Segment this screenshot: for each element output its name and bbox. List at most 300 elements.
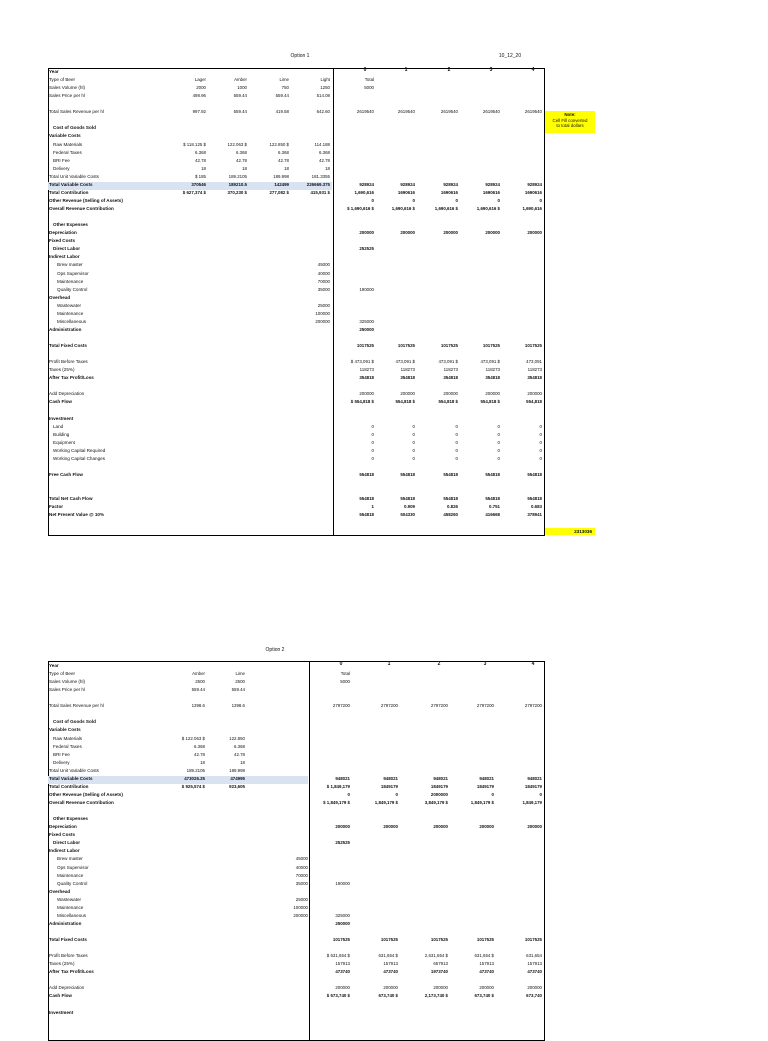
year-cell: 0: [539, 447, 542, 453]
product-cell: 18: [201, 165, 206, 171]
year-cell: 1017525: [380, 937, 398, 943]
year-cell: 250000: [335, 920, 350, 926]
sheet1-npv-total: 2313036: [545, 528, 595, 535]
year-cell: 0: [412, 431, 415, 437]
year-cell: 1,690,616 $: [434, 206, 458, 212]
year-cell: 1849179: [380, 783, 398, 789]
row-label: Raw Materials: [53, 141, 83, 147]
year-header: 4: [531, 661, 535, 667]
note-line: Cell Fill converted: [552, 117, 588, 123]
product-cell: 6.368: [194, 743, 205, 749]
product-cell: 6.368: [319, 149, 330, 155]
labor-cell: 200000: [293, 912, 308, 918]
year-cell: 473,091 $: [480, 359, 500, 365]
row-label: Delivery: [53, 165, 70, 171]
product-cell: 122.063 $: [227, 141, 247, 147]
year-cell: 928924: [443, 181, 458, 187]
product-cell: $ 118.125 $: [183, 141, 206, 147]
sheet1-date: 10_12_20: [498, 53, 522, 59]
year-cell: 0: [371, 423, 374, 429]
product-cell: 1398.6: [191, 703, 205, 709]
year-cell: 948021: [479, 775, 494, 781]
labor-cell: 100000: [315, 310, 330, 316]
year-header: 3: [483, 661, 487, 667]
row-label: Variable Costs: [49, 133, 81, 139]
year-cell: 1,849,179 $: [470, 800, 494, 806]
row-label: Wastewater: [57, 302, 82, 308]
year-cell: 554818: [527, 496, 542, 502]
year-cell: 673,740 $: [474, 993, 494, 999]
year-cell: $ 1,849,179: [326, 783, 350, 789]
year-cell: 1017525: [524, 937, 542, 943]
year-cell: 0: [539, 431, 542, 437]
year-cell: $ 1,690,616 $: [347, 206, 374, 212]
row-label: Cost of Goods Sold: [53, 125, 96, 131]
product-cell: 6.368: [278, 149, 289, 155]
sheet1-note: [545, 111, 595, 133]
product-cell: 415,931 $: [310, 189, 330, 195]
product-cell: 6.368: [236, 149, 247, 155]
product-cell: $ 627,374 $: [182, 189, 206, 195]
year-cell: 354818: [400, 375, 415, 381]
row-label: Indirect Labor: [49, 254, 80, 260]
year-cell: 1017525: [356, 343, 374, 349]
year-cell: 0: [371, 197, 374, 203]
sheet1-frame: [48, 68, 545, 536]
year-header: 3: [489, 67, 493, 73]
year-cell: 554818: [400, 472, 415, 477]
year-cell: 200000: [527, 824, 542, 830]
year-cell: 554818: [359, 472, 374, 477]
row-label: Working Capital Required: [53, 447, 106, 453]
row-label: Direct Labor: [53, 246, 81, 252]
labor-cell: 100000: [293, 904, 308, 910]
product-cell: 42.78: [278, 157, 289, 163]
year-cell: 1,690,616: [354, 189, 374, 195]
sheet1-title: Option 1: [290, 53, 310, 59]
product-cell: 42.78: [234, 751, 245, 757]
product-cell: Amber: [234, 77, 247, 83]
row-label: After Tax Profit/Loss: [49, 375, 94, 381]
row-label: Investment: [49, 415, 74, 421]
year-header: 1: [387, 661, 391, 667]
product-cell: 1250: [320, 85, 330, 91]
year-cell: 631,654 $: [474, 953, 494, 959]
product-cell: Lime: [279, 77, 289, 83]
row-label: Direct Labor: [53, 840, 81, 846]
year-cell: 554818: [359, 496, 374, 502]
product-cell: 42.78: [236, 157, 247, 163]
row-label: Ops Supervisor: [57, 270, 89, 276]
row-label: BRI Fee: [53, 157, 70, 163]
year-cell: 0: [539, 197, 542, 203]
year-cell: 631,654 $: [378, 953, 398, 959]
row-label: Working Capital Changes: [53, 455, 106, 461]
year-cell: 673,740 $: [378, 993, 398, 999]
year-cell: $ 673,740 $: [326, 993, 350, 999]
year-cell: 473740: [383, 969, 398, 975]
year-cell: 504330: [400, 512, 415, 518]
year-cell: 200000: [335, 985, 350, 991]
year-cell: 157913: [335, 961, 350, 967]
year-cell: 1017525: [397, 343, 415, 349]
year-cell: 473740: [335, 969, 350, 975]
row-label: Total Net Cash Flow: [49, 496, 93, 502]
year-cell: 948021: [433, 775, 448, 781]
year-cell: 0: [371, 439, 374, 445]
product-cell: 473026.25: [184, 775, 205, 781]
year-cell: 0: [497, 447, 500, 453]
sheet2-title: Option 2: [265, 647, 285, 653]
year-cell: 631,654: [526, 953, 542, 959]
product-cell: 18: [284, 165, 289, 171]
year-cell: 1017525: [430, 937, 448, 943]
year-cell: 0: [539, 439, 542, 445]
row-label: Cost of Goods Sold: [53, 719, 96, 725]
year-cell: 200000: [479, 985, 494, 991]
product-cell: Amber: [192, 671, 205, 677]
product-cell: 923,605: [229, 783, 245, 789]
row-label: Brew master: [57, 262, 83, 268]
year-cell: 325000: [359, 318, 374, 324]
row-label: Variable Costs: [49, 727, 81, 733]
year-cell: 0.909: [404, 504, 415, 510]
labor-cell: 45000: [295, 856, 308, 862]
row-label: Overall Revenue Contribution: [49, 800, 114, 806]
row-label: Depreciation: [49, 824, 77, 830]
year-cell: 0.683: [531, 504, 542, 510]
year-cell: 554,818 $: [480, 399, 500, 405]
row-label: Maintenance: [57, 904, 84, 910]
product-cell: 18: [240, 759, 245, 765]
year-cell: 473,091 $: [438, 359, 458, 365]
year-cell: 1017525: [524, 343, 542, 349]
year-cell: 0: [412, 439, 415, 445]
product-cell: 514.08: [316, 93, 330, 99]
year-cell: 2619540: [356, 109, 374, 115]
year-cell: Total: [340, 671, 350, 677]
product-cell: Light: [320, 77, 330, 83]
year-cell: 554,818: [526, 399, 542, 405]
year-cell: 0: [497, 455, 500, 461]
row-label: Sales Price per hl: [49, 93, 86, 99]
year-cell: Total: [364, 77, 374, 83]
year-cell: 0: [491, 791, 494, 797]
row-label: Fixed Costs: [49, 832, 76, 838]
row-label: Depreciation: [49, 230, 77, 236]
product-cell: 559.44: [233, 93, 247, 99]
row-label: Quality Control: [57, 286, 88, 292]
year-cell: 0.751: [489, 504, 500, 510]
row-label: Brew master: [57, 856, 83, 862]
year-cell: 200000: [335, 824, 350, 830]
year-cell: 118273: [359, 367, 374, 373]
year-cell: 157913: [383, 961, 398, 967]
labor-cell: 35000: [317, 286, 330, 292]
year-cell: 5000: [340, 679, 350, 685]
year-cell: 0: [371, 431, 374, 437]
row-label: Maintenance: [57, 278, 84, 284]
year-cell: 0: [455, 431, 458, 437]
row-label: Cash Flow: [49, 993, 72, 999]
row-label: Other Revenue (Selling of Assets): [49, 791, 123, 797]
labor-cell: 25000: [295, 896, 308, 902]
product-cell: 18: [325, 165, 330, 171]
year-cell: 0: [497, 197, 500, 203]
year-cell: 118273: [443, 367, 458, 373]
product-cell: 370,230 $: [227, 189, 247, 195]
year-cell: 354818: [527, 375, 542, 381]
product-cell: 6.368: [234, 743, 245, 749]
row-label: Other Revenue (Selling of Assets): [49, 197, 123, 203]
product-cell: 189.2105: [228, 173, 247, 179]
year-cell: 118273: [400, 367, 415, 373]
product-cell: 42.78: [195, 157, 206, 163]
year-cell: $ 1,849,179 $: [323, 800, 350, 806]
row-label: Federal Taxes: [53, 743, 82, 749]
year-cell: 200000: [527, 230, 542, 236]
year-cell: 554818: [527, 472, 542, 477]
year-header: 2: [437, 661, 441, 667]
year-cell: 1849179: [476, 783, 494, 789]
year-cell: 1,849,179 $: [374, 800, 398, 806]
year-cell: 325000: [335, 912, 350, 918]
row-label: Net Present Value @ 10%: [49, 512, 105, 518]
row-label: Administration: [49, 920, 82, 926]
year-header: 0: [339, 661, 343, 667]
year-cell: 0: [497, 423, 500, 429]
year-cell: 1849179: [524, 783, 542, 789]
year-cell: 0: [412, 447, 415, 453]
year-cell: 554818: [443, 496, 458, 502]
product-cell: Lager: [194, 77, 206, 83]
row-label: Federal Taxes: [53, 149, 82, 155]
year-cell: 657913: [433, 961, 448, 967]
product-cell: 122.850 $: [269, 141, 289, 147]
year-cell: 200000: [359, 391, 374, 397]
product-cell: 1000: [237, 85, 247, 91]
row-label: Cash Flow: [49, 399, 72, 405]
product-cell: 559.44: [191, 687, 205, 693]
year-cell: 473740: [527, 969, 542, 975]
labor-cell: 200000: [315, 318, 330, 324]
year-cell: 200000: [400, 230, 415, 236]
year-cell: 250000: [359, 326, 374, 332]
product-cell: 42.78: [319, 157, 330, 163]
year-cell: 2797200: [476, 703, 494, 709]
row-label: Raw Materials: [53, 735, 83, 741]
year-cell: 0: [539, 791, 542, 797]
year-cell: 554,818 $: [395, 399, 415, 405]
row-label: Fixed Costs: [49, 238, 76, 244]
year-cell: 948021: [527, 775, 542, 781]
year-cell: 554818: [443, 472, 458, 477]
row-label: Miscellaneous: [57, 912, 87, 918]
year-cell: 2,631,654 $: [424, 953, 448, 959]
row-label: Maintenance: [57, 310, 84, 316]
row-label: Add Depreciation: [49, 391, 85, 397]
year-cell: 5000: [364, 85, 374, 91]
product-cell: 1398.6: [231, 703, 245, 709]
year-cell: 200000: [443, 391, 458, 397]
year-cell: 0: [412, 197, 415, 203]
row-label: Sales Price per hl: [49, 687, 86, 693]
year-cell: 200000: [527, 391, 542, 397]
year-cell: 673,740: [526, 993, 542, 999]
row-label: Total Sales Revenue per hl: [49, 703, 104, 709]
year-cell: 200000: [400, 391, 415, 397]
year-cell: 1,690,616 $: [476, 206, 500, 212]
product-cell: 18: [200, 759, 205, 765]
row-label: Add Depreciation: [49, 985, 85, 991]
row-label: Profit Before Taxes: [49, 359, 88, 365]
row-label: Overhead: [49, 294, 71, 300]
product-cell: 189.998: [273, 173, 289, 179]
year-cell: 0: [455, 439, 458, 445]
product-cell: 277,082 $: [269, 189, 289, 195]
product-cell: 419.58: [275, 109, 289, 115]
sheet2-divider: [309, 661, 310, 1041]
year-cell: 554818: [485, 472, 500, 477]
year-cell: 928924: [400, 181, 415, 187]
year-cell: 2619540: [524, 109, 542, 115]
product-cell: $ 925,574 $: [181, 783, 205, 789]
note-line: Note:: [564, 112, 576, 117]
year-cell: 554818: [400, 496, 415, 502]
year-cell: 2797200: [380, 703, 398, 709]
product-cell: 181.3355: [311, 173, 330, 179]
year-cell: 458260: [443, 512, 458, 518]
year-cell: 1690616: [524, 189, 542, 195]
year-cell: 2619540: [397, 109, 415, 115]
year-header: 4: [531, 67, 535, 73]
row-label: Taxes (25%): [49, 961, 75, 967]
year-cell: 2797200: [332, 703, 350, 709]
sheet1-divider: [333, 68, 334, 536]
row-label: BRI Fee: [53, 751, 70, 757]
row-label: Year: [49, 663, 59, 668]
year-cell: 200000: [383, 985, 398, 991]
product-cell: 2000: [196, 85, 206, 91]
product-cell: 750: [281, 85, 289, 91]
year-cell: 200000: [485, 391, 500, 397]
row-label: Factor: [49, 504, 64, 510]
year-cell: 2,173,740 $: [424, 993, 448, 999]
year-cell: 0: [455, 197, 458, 203]
year-cell: 0: [412, 423, 415, 429]
year-cell: 0: [497, 439, 500, 445]
labor-cell: 35000: [295, 880, 308, 886]
row-label: Free Cash Flow: [49, 472, 83, 477]
row-label: Wastewater: [57, 896, 82, 902]
year-cell: 0: [395, 791, 398, 797]
year-cell: $ 631,654 $: [326, 953, 350, 959]
row-label: Overall Revenue Contribution: [49, 206, 114, 212]
year-cell: 1017525: [332, 937, 350, 943]
year-cell: 0: [455, 455, 458, 461]
year-cell: 190000: [359, 286, 374, 292]
year-cell: 200000: [433, 985, 448, 991]
year-cell: 354818: [443, 375, 458, 381]
year-cell: 200000: [383, 824, 398, 830]
row-label: Type of Beer: [49, 671, 76, 677]
year-cell: 3,849,179 $: [424, 800, 448, 806]
year-cell: 252525: [335, 840, 350, 846]
row-label: Total Unit Variable Costs: [49, 173, 99, 179]
product-cell: 114.188: [314, 141, 330, 147]
labor-cell: 40000: [295, 864, 308, 870]
product-cell: 18: [242, 165, 247, 171]
row-label: Investment: [49, 1009, 74, 1015]
year-cell: 0: [539, 423, 542, 429]
row-label: Sales Volume (hl): [49, 679, 86, 685]
year-cell: 0: [539, 455, 542, 461]
year-cell: 1690616: [482, 189, 500, 195]
year-cell: 2797200: [524, 703, 542, 709]
row-label: Taxes (25%): [49, 367, 75, 373]
year-cell: 948021: [335, 775, 350, 781]
year-cell: 1,690,616 $: [391, 206, 415, 212]
labor-cell: 70000: [317, 278, 330, 284]
product-cell: 2500: [195, 679, 205, 685]
row-label: Year: [49, 69, 59, 74]
year-cell: 354818: [359, 375, 374, 381]
row-label: Total Contribution: [49, 189, 89, 195]
year-cell: 928924: [359, 181, 374, 187]
year-cell: 1017525: [440, 343, 458, 349]
product-cell: 559.44: [233, 109, 247, 115]
labor-cell: 40000: [317, 270, 330, 276]
year-cell: 1017525: [476, 937, 494, 943]
year-cell: 118273: [485, 367, 500, 373]
year-cell: 0: [497, 431, 500, 437]
row-label: Equipment: [53, 439, 75, 445]
product-cell: 559.44: [275, 93, 289, 99]
product-cell: 997.92: [192, 109, 206, 115]
product-cell: 474995: [230, 775, 245, 781]
product-cell: 122.850: [229, 735, 245, 741]
row-label: Total Variable Costs: [49, 181, 93, 187]
year-cell: 0: [412, 455, 415, 461]
year-cell: 200000: [359, 230, 374, 236]
year-cell: 200000: [485, 230, 500, 236]
product-cell: 2500: [235, 679, 245, 685]
product-cell: 559.44: [231, 687, 245, 693]
year-cell: 1: [371, 504, 374, 510]
row-label: Administration: [49, 326, 82, 332]
year-cell: 0: [371, 447, 374, 453]
year-cell: 157913: [527, 961, 542, 967]
product-cell: 189.2105: [186, 767, 205, 773]
year-cell: 200000: [527, 985, 542, 991]
row-label: Indirect Labor: [49, 848, 80, 854]
sheet2-frame: [48, 661, 545, 1041]
row-label: Total Variable Costs: [49, 775, 93, 781]
year-cell: 473,091: [526, 359, 542, 365]
labor-cell: 25000: [317, 302, 330, 308]
year-cell: 1017525: [482, 343, 500, 349]
year-cell: 378941: [527, 512, 542, 518]
product-cell: Lime: [235, 671, 245, 677]
year-cell: 1,849,179: [522, 800, 542, 806]
year-cell: 1849179: [430, 783, 448, 789]
year-cell: 0: [347, 791, 350, 797]
row-label: Overhead: [49, 888, 71, 894]
year-cell: 1,690,616: [522, 206, 542, 212]
year-cell: 1973740: [430, 969, 448, 975]
product-cell: 6.368: [195, 149, 206, 155]
year-cell: 118273: [527, 367, 542, 373]
